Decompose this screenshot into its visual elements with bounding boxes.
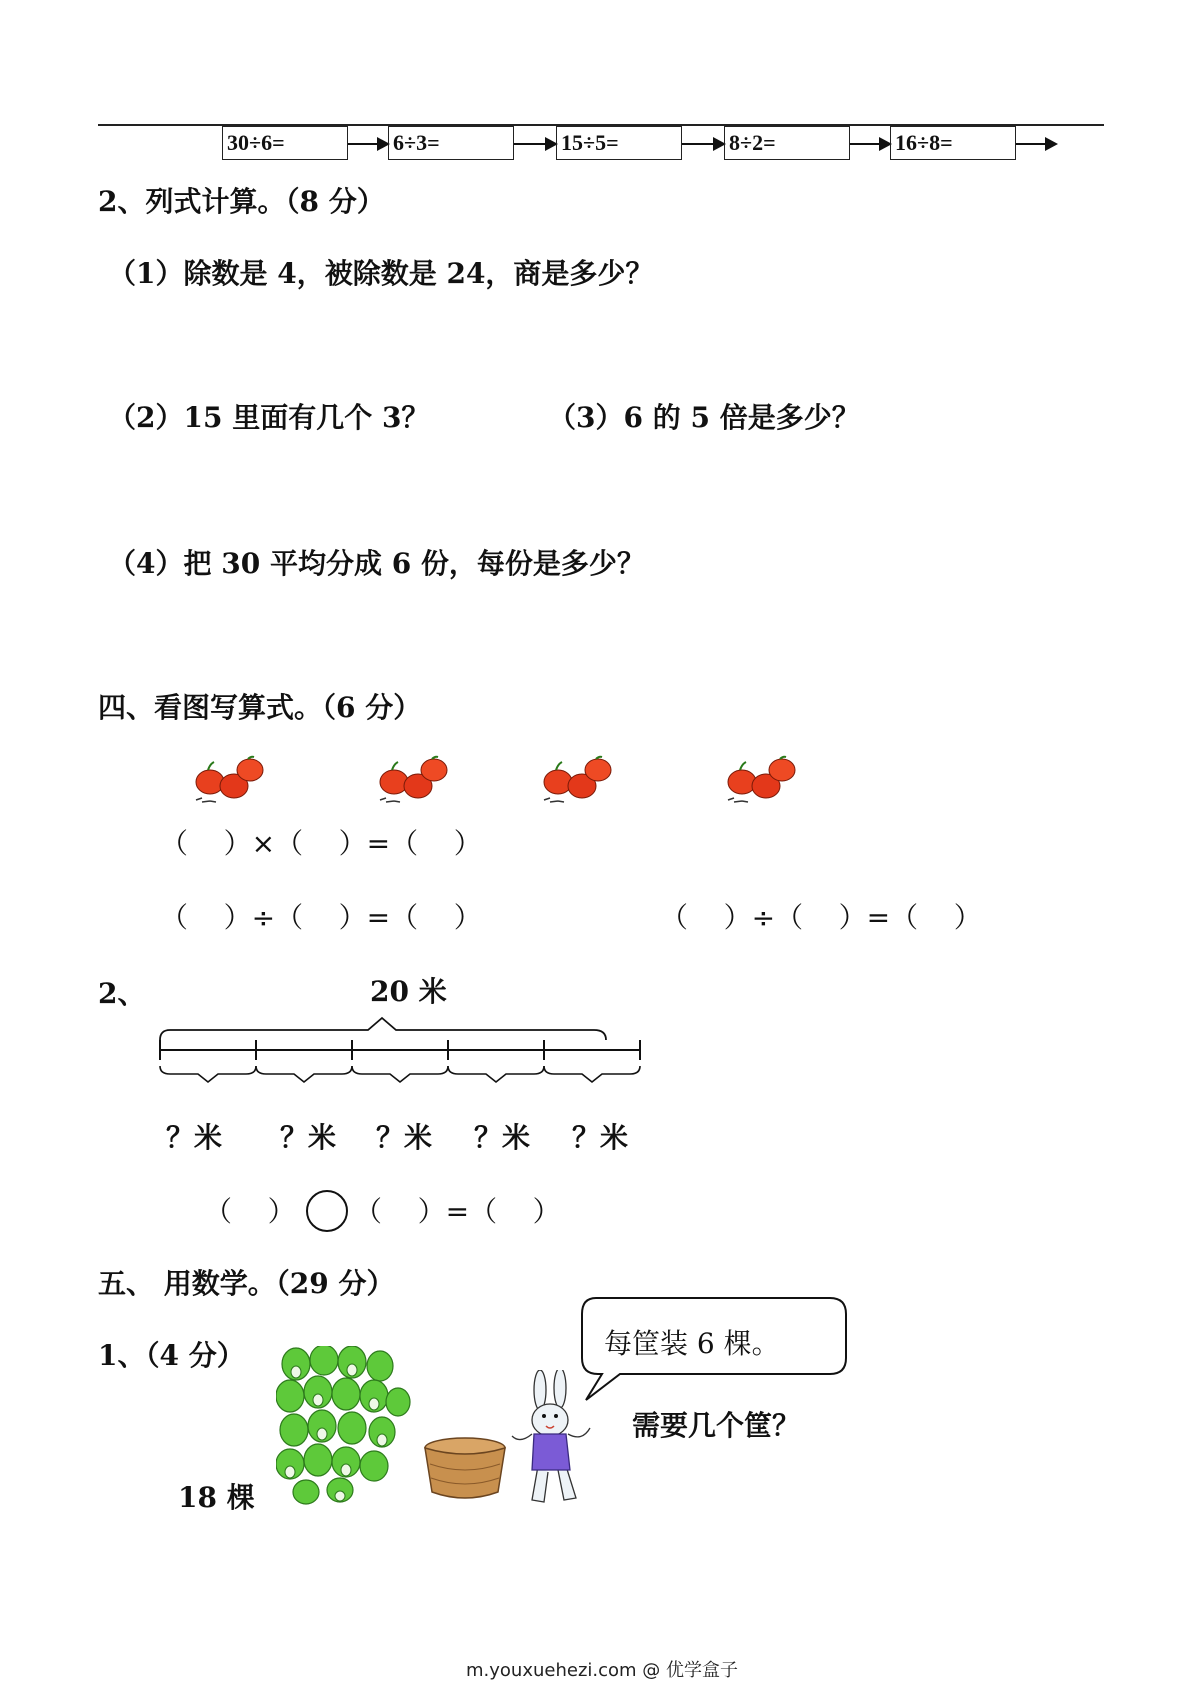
equation-right-blanks: （ ）=（ ） xyxy=(354,1195,561,1228)
equation-divide-1: （ ）÷（ ）=（ ） xyxy=(160,901,482,934)
rabbit-icon xyxy=(506,1370,598,1510)
question-text: 需要几个筐？ xyxy=(632,1409,801,1442)
segment-label: ？米 xyxy=(166,1121,223,1154)
arrow-icon xyxy=(682,143,724,145)
cabbage-pile-illustration xyxy=(276,1346,416,1506)
equation-left-blank: （ ） xyxy=(204,1195,296,1228)
equation-multiply: （ ）×（ ）=（ ） xyxy=(160,827,482,860)
apple-group-icon xyxy=(544,757,611,802)
segment-label: ？米 xyxy=(376,1121,433,1154)
chain-box: 8÷2= xyxy=(724,126,850,160)
section-2-title: 2、列式计算。（8 分） xyxy=(98,185,385,218)
arrow-icon xyxy=(850,143,890,145)
apple-group-icon xyxy=(380,757,447,802)
section-4-title: 四、看图写算式。（6 分） xyxy=(98,691,422,724)
segment-label: ？米 xyxy=(474,1121,531,1154)
question-4: （4）把 30 平均分成 6 份，每份是多少？ xyxy=(108,547,645,580)
question-1: （1）除数是 4，被除数是 24，商是多少？ xyxy=(108,257,654,290)
basket-icon xyxy=(422,1436,508,1504)
cabbage-count: 18 棵 xyxy=(178,1481,255,1514)
arrow-icon xyxy=(348,143,388,145)
arrow-icon xyxy=(514,143,556,145)
section-5-title: 五、 用数学。（29 分） xyxy=(98,1267,395,1300)
apple-group-icon xyxy=(728,757,795,802)
chain-box: 30÷6= xyxy=(222,126,348,160)
part-2-label: 2、 xyxy=(98,977,146,1010)
equation-divide-2: （ ）÷（ ）=（ ） xyxy=(660,901,982,934)
footer-watermark: m.youxuehezi.com @ 优学盒子 xyxy=(466,1660,739,1681)
operator-circle-icon xyxy=(304,1188,350,1234)
chain-box: 6÷3= xyxy=(388,126,514,160)
total-length-label: 20 米 xyxy=(370,975,447,1008)
problem-1-label: 1、（4 分） xyxy=(98,1339,245,1372)
question-3: （3）6 的 5 倍是多少？ xyxy=(548,401,860,434)
segment-diagram xyxy=(150,1016,650,1106)
chain-box: 16÷8= xyxy=(890,126,1016,160)
segment-label: ？米 xyxy=(280,1121,337,1154)
bubble-text: 每筐装 6 棵。 xyxy=(604,1327,780,1360)
question-2: （2）15 里面有几个 3？ xyxy=(108,401,430,434)
apple-group-icon xyxy=(196,757,263,802)
arrow-icon xyxy=(1016,143,1056,145)
segment-label: ？米 xyxy=(572,1121,629,1154)
apple-groups xyxy=(180,752,820,812)
chain-box: 15÷5= xyxy=(556,126,682,160)
